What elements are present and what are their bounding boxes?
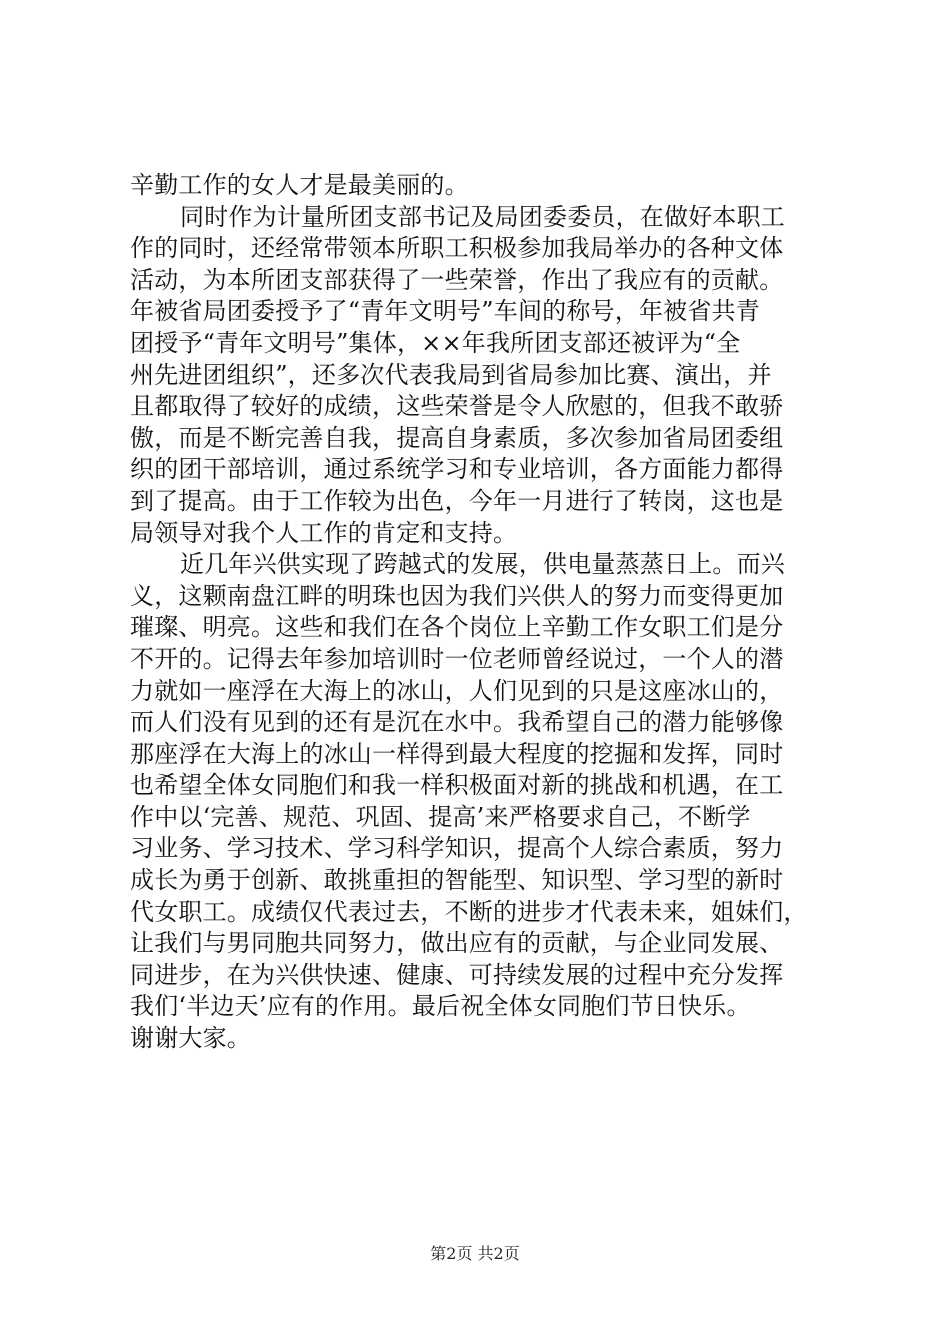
body-line: 义，这颗南盘江畔的明珠也因为我们兴供人的努力而变得更加 bbox=[130, 581, 784, 610]
body-line: 到了提高。由于工作较为出色，今年一月进行了转岗，这也是 bbox=[130, 486, 784, 515]
body-line: 作中以‘完善、规范、巩固、提高’来严格要求自己，不断学 bbox=[130, 802, 751, 831]
body-line: 傲，而是不断完善自我，提高自身素质，多次参加省局团委组 bbox=[130, 423, 784, 452]
body-line: 而人们没有见到的还有是沉在水中。我希望自己的潜力能够像 bbox=[130, 708, 784, 737]
body-line: 局领导对我个人工作的肯定和支持。 bbox=[130, 518, 518, 547]
body-line: 辛勤工作的女人才是最美丽的。 bbox=[130, 171, 469, 199]
paragraph-first-line: 同时作为计量所团支部书记及局团委委员，在做好本职工 bbox=[180, 202, 785, 231]
body-line: 织的团干部培训，通过系统学习和专业培训，各方面能力都得 bbox=[130, 455, 784, 484]
body-line: 璀璨、明亮。这些和我们在各个岗位上辛勤工作女职工们是分 bbox=[130, 613, 784, 642]
body-line: 不开的。记得去年参加培训时一位老师曾经说过，一个人的潜 bbox=[130, 644, 784, 673]
body-line: 习业务、学习技术、学习科学知识，提高个人综合素质，努力 bbox=[130, 834, 784, 863]
body-line: 谢谢大家。 bbox=[130, 1024, 251, 1053]
page-number-label: 第2页 共2页 bbox=[430, 1244, 520, 1263]
body-line: 成长为勇于创新、敢挑重担的智能型、知识型、学习型的新时 bbox=[130, 866, 784, 895]
body-line: 让我们与男同胞共同努力，做出应有的贡献，与企业同发展、 bbox=[130, 929, 784, 958]
body-line: 年被省局团委授予了“青年文明号”车间的称号，年被省共青 bbox=[130, 297, 760, 326]
body-line: 我们‘半边天’应有的作用。最后祝全体女同胞们节日快乐。 bbox=[130, 992, 751, 1021]
body-line: 力就如一座浮在大海上的冰山，人们见到的只是这座冰山的， bbox=[130, 676, 784, 705]
document-body bbox=[130, 170, 820, 1055]
body-line: 团授予“青年文明号”集体，××年我所团支部还被评为“全 bbox=[130, 328, 741, 357]
body-line: 作的同时，还经常带领本所职工积极参加我局举办的各种文体 bbox=[130, 234, 784, 263]
body-line: 活动，为本所团支部获得了一些荣誉，作出了我应有的贡献。 bbox=[130, 265, 784, 294]
body-line: 代女职工。成绩仅代表过去，不断的进步才代表未来，姐妹们， bbox=[130, 897, 808, 926]
body-line: 也希望全体女同胞们和我一样积极面对新的挑战和机遇，在工 bbox=[130, 771, 784, 800]
body-line: 且都取得了较好的成绩，这些荣誉是令人欣慰的，但我不敢骄 bbox=[130, 392, 784, 421]
paragraph-first-line: 近几年兴供实现了跨越式的发展，供电量蒸蒸日上。而兴 bbox=[180, 550, 785, 579]
body-line: 州先进团组织”，还多次代表我局到省局参加比赛、演出，并 bbox=[130, 360, 772, 389]
body-line: 同进步，在为兴供快速、健康、可持续发展的过程中充分发挥 bbox=[130, 960, 784, 989]
body-line: 那座浮在大海上的冰山一样得到最大程度的挖掘和发挥，同时 bbox=[130, 739, 784, 768]
page-footer bbox=[0, 1244, 950, 1264]
